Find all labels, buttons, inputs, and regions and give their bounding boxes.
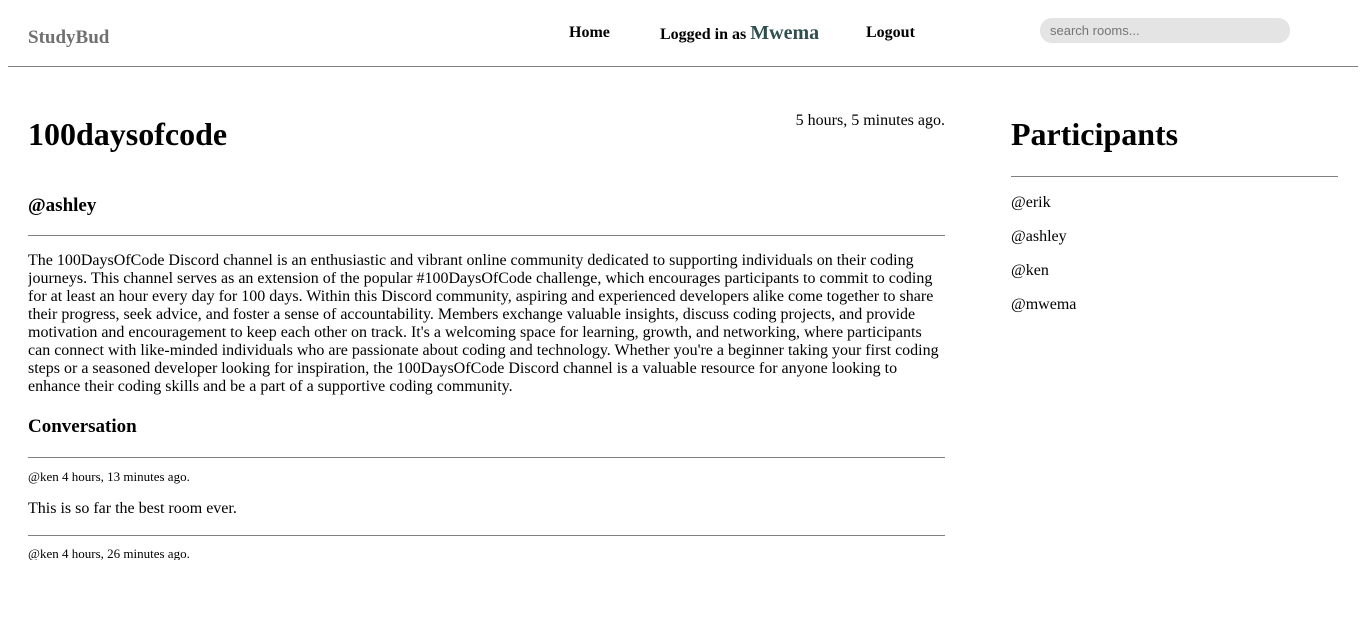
message-meta: @ken 4 hours, 13 minutes ago.: [28, 469, 190, 484]
message-meta: @ken 4 hours, 26 minutes ago.: [28, 546, 190, 560]
room-created-time: 5 hours, 5 minutes ago.: [795, 112, 945, 129]
divider: [28, 457, 945, 458]
navbar: [8, 0, 1358, 67]
room-host[interactable]: @ashley: [28, 195, 97, 216]
logged-in-username: Mwema: [750, 22, 820, 44]
nav-logout-link[interactable]: Logout: [866, 24, 915, 41]
divider: [28, 235, 945, 236]
divider: [1011, 176, 1338, 177]
nav-logged-in-user[interactable]: [660, 22, 819, 45]
room-title: 100daysofcode: [28, 116, 228, 152]
participants-title: Participants: [1011, 116, 1179, 152]
message-body: This is so far the best room ever.: [28, 500, 237, 517]
conversation-heading: Conversation: [28, 416, 137, 437]
participant-link[interactable]: @ken: [1011, 262, 1049, 279]
participant-link[interactable]: @erik: [1011, 194, 1051, 211]
search-input[interactable]: [1040, 18, 1290, 43]
brand-logo-link[interactable]: StudyBud: [28, 27, 110, 48]
nav-home-link[interactable]: Home: [569, 24, 610, 41]
divider: [28, 535, 945, 536]
room-main: [28, 96, 945, 560]
room-description: The 100DaysOfCode Discord channel is an enthusiastic and vibrant online community dedicated to supporting individuals on their coding journeys. This channel serves as an extension of the popular #100DaysOfCode challenge, which encourages participants to commit to coding for at least an hour every day for 100 days. Within this Discord community, aspiring and experienced developers alike come together to share their progress, seek advice, and foster a sense of accountability. Members exchange valuable insights, discuss coding projects, and provide motivation and encouragement to keep each other on track. It's a welcoming space for learning, growth, and networking, where participants can connect with like-minded individuals who are passionate about coding and technology. Whether you're a beginner taking your first coding steps or a seasoned developer looking for inspiration, the 100DaysOfCode Discord channel is a valuable resource for anyone looking to enhance their coding skills and be a part of a supportive coding community.: [28, 252, 939, 395]
logged-in-prefix: Logged in as: [660, 26, 747, 43]
participant-link[interactable]: @ashley: [1011, 228, 1067, 245]
participant-link[interactable]: @mwema: [1011, 296, 1077, 313]
